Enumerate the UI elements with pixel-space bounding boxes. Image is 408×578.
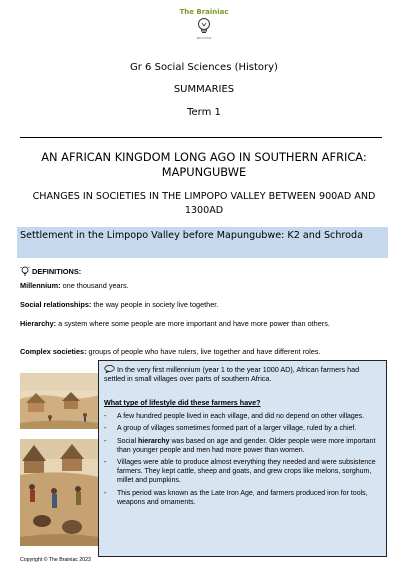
- bullet-marker: -: [104, 437, 107, 445]
- lightbulb-icon: [20, 266, 30, 277]
- term-label: Term 1: [187, 107, 221, 118]
- bullet-marker: -: [104, 425, 107, 433]
- grade-subject-line: Gr 6 Social Sciences (History): [130, 62, 278, 73]
- definition-text: groups of people who have rulers, live together and have different roles.: [86, 347, 321, 356]
- bullet-text: A few hundred people lived in each village, and did no depend on other villages.: [117, 413, 365, 420]
- info-box-intro-text: In the very first millennium (year 1 to the year 1000 AD), African farmers had settled in small villages over parts of southern Africa.: [104, 365, 360, 384]
- page-subtitle: CHANGES IN SOCIETIES IN THE LIMPOPO VALLEY BETWEEN 900AD AND 1300AD: [32, 191, 376, 216]
- info-box-intro: [104, 365, 382, 384]
- definition-hierarchy: [20, 319, 386, 329]
- list-item: [104, 489, 382, 507]
- header-divider: [20, 137, 382, 138]
- list-item: [104, 424, 382, 433]
- definition-complex-societies: [20, 347, 386, 357]
- list-item: [104, 412, 382, 421]
- section-heading: Settlement in the Limpopo Valley before Mapungubwe: K2 and Schroda: [20, 230, 363, 241]
- bullet-text: This period was known as the Late Iron Age, and farmers produced iron for tools, weapons and ornaments.: [117, 489, 368, 506]
- bullet-text: Social hierarchy was based on age and gender. Older people were more important than younger people and men had more power than women.: [117, 437, 376, 454]
- definition-text: a system where some people are more important and have more power than others.: [56, 319, 330, 328]
- copyright-footer: Copyright © The Brainiac 2023: [20, 557, 91, 563]
- definition-text: one thousand years.: [60, 281, 129, 290]
- bullet-text: Villages were able to produce almost everything they needed and were subsistence farmers. They kept cattle, sheep and goats, and grew crops like melons, sorghum, millet and pumpkins.: [117, 459, 376, 485]
- definition-term: Millennium:: [20, 281, 61, 290]
- document-type: SUMMARIES: [173, 84, 235, 95]
- bullet-marker: -: [104, 459, 107, 467]
- farmers-village-illustration: [20, 439, 99, 546]
- village-scene-illustration: [20, 373, 99, 429]
- bullet-text: A group of villages sometimes formed part of a larger village, ruled by a chief.: [117, 425, 357, 433]
- definition-term: Hierarchy:: [20, 319, 57, 328]
- list-item: [104, 458, 382, 485]
- brainiac-logo: [0, 8, 408, 40]
- definition-term: Social relationships:: [20, 300, 92, 309]
- logo-tagline: EDUCATION: [196, 37, 212, 40]
- definition-text: the way people in society live together.: [91, 300, 219, 309]
- logo-name: The Brainiac: [179, 8, 229, 16]
- definitions-heading: [20, 266, 81, 277]
- lifestyle-bullet-list: [104, 412, 382, 510]
- bullet-marker: -: [104, 413, 107, 420]
- definition-millennium: [20, 281, 386, 291]
- lightbulb-logo-icon: [196, 17, 212, 37]
- list-item: [104, 437, 382, 455]
- page-title: AN AFRICAN KINGDOM LONG AGO IN SOUTHERN AFRICA: MAPUNGUBWE: [41, 150, 367, 179]
- definition-term: Complex societies:: [20, 347, 87, 356]
- definition-social-relationships: [20, 300, 386, 310]
- speech-bubble-icon: [104, 365, 115, 373]
- info-box-question: What type of lifestyle did these farmers have?: [104, 398, 261, 407]
- definitions-heading-text: DEFINITIONS:: [32, 267, 82, 276]
- bullet-marker: -: [104, 489, 107, 497]
